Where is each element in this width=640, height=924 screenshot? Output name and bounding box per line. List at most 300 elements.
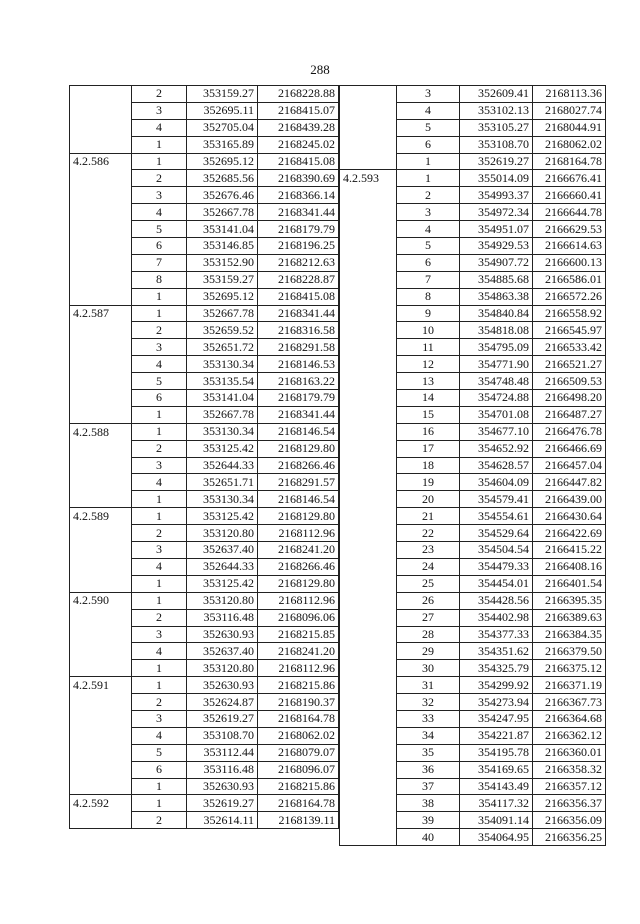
table-row [340,727,606,744]
parcel-id-cell [70,390,132,407]
parcel-id-cell: 4.2.592 [70,795,132,812]
point-number-cell: 1 [397,170,460,187]
point-number-cell: 1 [132,491,187,508]
x-coordinate-cell: 352630.93 [187,626,258,643]
page-number: 288 [310,62,330,77]
point-number-cell: 39 [397,812,460,829]
parcel-id-cell [70,727,132,744]
y-coordinate-cell: 2168096.06 [258,609,339,626]
y-coordinate-cell: 2168062.02 [258,727,339,744]
point-number-cell: 3 [132,187,187,204]
y-coordinate-cell: 2166356.37 [533,795,606,812]
y-coordinate-cell: 2168241.20 [258,643,339,660]
y-coordinate-cell: 2168129.80 [258,508,339,525]
coordinates-table-left [69,85,339,829]
table-row [340,423,606,440]
y-coordinate-cell: 2168341.44 [258,204,339,221]
point-number-cell: 1 [132,305,187,322]
parcel-id-cell [340,744,397,761]
x-coordinate-cell: 352644.33 [187,457,258,474]
parcel-id-cell [340,204,397,221]
table-row [340,119,606,136]
y-coordinate-cell: 2166545.97 [533,322,606,339]
y-coordinate-cell: 2168439.28 [258,119,339,136]
parcel-id-cell [70,778,132,795]
parcel-id-cell [340,406,397,423]
table-row [70,643,339,660]
parcel-id-cell: 4.2.591 [70,677,132,694]
x-coordinate-cell: 354840.84 [460,305,533,322]
y-coordinate-cell: 2166389.63 [533,609,606,626]
y-coordinate-cell: 2166357.12 [533,778,606,795]
parcel-id-cell [70,525,132,542]
point-number-cell: 3 [132,339,187,356]
y-coordinate-cell: 2166379.50 [533,643,606,660]
y-coordinate-cell: 2168215.86 [258,677,339,694]
y-coordinate-cell: 2168112.96 [258,592,339,609]
table-row [340,677,606,694]
table-row [70,288,339,305]
y-coordinate-cell: 2166367.73 [533,694,606,711]
y-coordinate-cell: 2166415.22 [533,542,606,559]
parcel-id-cell [340,271,397,288]
x-coordinate-cell: 353165.89 [187,136,258,153]
point-number-cell: 29 [397,643,460,660]
x-coordinate-cell: 352609.41 [460,86,533,103]
y-coordinate-cell: 2168190.37 [258,694,339,711]
point-number-cell: 18 [397,457,460,474]
y-coordinate-cell: 2168079.07 [258,744,339,761]
parcel-id-cell [340,390,397,407]
table-row [340,609,606,626]
y-coordinate-cell: 2168113.36 [533,86,606,103]
table-row [70,86,339,103]
x-coordinate-cell: 353130.34 [187,491,258,508]
table-row [70,474,339,491]
table-row [340,339,606,356]
x-coordinate-cell: 352695.11 [187,102,258,119]
point-number-cell: 5 [132,221,187,238]
x-coordinate-cell: 353116.48 [187,761,258,778]
y-coordinate-cell: 2168341.44 [258,406,339,423]
point-number-cell: 7 [397,271,460,288]
x-coordinate-cell: 354377.33 [460,626,533,643]
point-number-cell: 3 [132,626,187,643]
y-coordinate-cell: 2168027.74 [533,102,606,119]
table-row [70,778,339,795]
parcel-id-cell [340,238,397,255]
point-number-cell: 31 [397,677,460,694]
point-number-cell: 33 [397,710,460,727]
x-coordinate-cell: 352637.40 [187,643,258,660]
point-number-cell: 19 [397,474,460,491]
parcel-id-cell [70,238,132,255]
parcel-id-cell [70,812,132,829]
x-coordinate-cell: 352644.33 [187,558,258,575]
parcel-id-cell [70,322,132,339]
point-number-cell: 1 [132,795,187,812]
point-number-cell: 2 [132,170,187,187]
point-number-cell: 11 [397,339,460,356]
parcel-id-cell: 4.2.588 [70,423,132,440]
point-number-cell: 1 [132,508,187,525]
point-number-cell: 8 [132,271,187,288]
point-number-cell: 4 [397,221,460,238]
x-coordinate-cell: 354652.92 [460,440,533,457]
table-row [340,390,606,407]
parcel-id-cell [70,373,132,390]
table-row [340,204,606,221]
table-row [340,592,606,609]
y-coordinate-cell: 2168228.87 [258,271,339,288]
parcel-id-cell [340,710,397,727]
x-coordinate-cell: 352667.78 [187,406,258,423]
y-coordinate-cell: 2166586.01 [533,271,606,288]
parcel-id-cell [70,440,132,457]
parcel-id-cell [340,339,397,356]
point-number-cell: 1 [132,423,187,440]
x-coordinate-cell: 354579.41 [460,491,533,508]
x-coordinate-cell: 354247.95 [460,710,533,727]
parcel-id-cell [340,119,397,136]
point-number-cell: 6 [397,136,460,153]
parcel-id-cell [340,474,397,491]
parcel-id-cell [340,542,397,559]
parcel-id-cell [70,710,132,727]
table-row [70,423,339,440]
x-coordinate-cell: 352624.87 [187,694,258,711]
table-row [70,406,339,423]
y-coordinate-cell: 2168146.53 [258,356,339,373]
x-coordinate-cell: 354091.14 [460,812,533,829]
table-row [340,575,606,592]
point-number-cell: 36 [397,761,460,778]
parcel-id-cell [70,288,132,305]
parcel-id-cell [70,474,132,491]
table-row [70,322,339,339]
y-coordinate-cell: 2168062.02 [533,136,606,153]
parcel-id-cell [70,204,132,221]
point-number-cell: 3 [397,204,460,221]
y-coordinate-cell: 2168164.78 [533,153,606,170]
point-number-cell: 4 [132,356,187,373]
table-row [340,373,606,390]
x-coordinate-cell: 354299.92 [460,677,533,694]
parcel-id-cell [340,457,397,474]
point-number-cell: 4 [132,474,187,491]
parcel-id-cell [340,778,397,795]
y-coordinate-cell: 2166457.04 [533,457,606,474]
y-coordinate-cell: 2166498.20 [533,390,606,407]
parcel-id-cell [340,660,397,677]
parcel-id-cell [340,694,397,711]
y-coordinate-cell: 2166364.68 [533,710,606,727]
parcel-id-cell [340,491,397,508]
table-row [70,356,339,373]
table-row [70,440,339,457]
x-coordinate-cell: 352659.52 [187,322,258,339]
point-number-cell: 5 [397,119,460,136]
parcel-id-cell [340,356,397,373]
table-row [340,525,606,542]
table-row [70,660,339,677]
point-number-cell: 4 [132,204,187,221]
parcel-id-cell: 4.2.590 [70,592,132,609]
point-number-cell: 20 [397,491,460,508]
parcel-id-cell [70,626,132,643]
parcel-id-cell [70,643,132,660]
parcel-id-cell [340,86,397,103]
y-coordinate-cell: 2166487.27 [533,406,606,423]
y-coordinate-cell: 2166447.82 [533,474,606,491]
table-row [340,440,606,457]
y-coordinate-cell: 2166395.35 [533,592,606,609]
x-coordinate-cell: 352630.93 [187,677,258,694]
y-coordinate-cell: 2168139.11 [258,812,339,829]
y-coordinate-cell: 2168390.69 [258,170,339,187]
table-row [340,457,606,474]
point-number-cell: 32 [397,694,460,711]
parcel-id-cell [70,356,132,373]
x-coordinate-cell: 353141.04 [187,390,258,407]
table-row [340,322,606,339]
y-coordinate-cell: 2168341.44 [258,305,339,322]
parcel-id-cell [340,254,397,271]
table-row [340,102,606,119]
y-coordinate-cell: 2168196.25 [258,238,339,255]
point-number-cell: 6 [132,390,187,407]
parcel-id-cell [340,136,397,153]
parcel-id-cell [340,558,397,575]
parcel-id-cell: 4.2.589 [70,508,132,525]
y-coordinate-cell: 2168415.07 [258,102,339,119]
x-coordinate-cell: 353159.27 [187,271,258,288]
x-coordinate-cell: 353141.04 [187,221,258,238]
y-coordinate-cell: 2166375.12 [533,660,606,677]
table-row [340,170,606,187]
point-number-cell: 3 [132,457,187,474]
point-number-cell: 38 [397,795,460,812]
parcel-id-cell [340,525,397,542]
table-row [70,238,339,255]
point-number-cell: 4 [132,558,187,575]
y-coordinate-cell: 2166356.09 [533,812,606,829]
parcel-id-cell [340,643,397,660]
x-coordinate-cell: 354454.01 [460,575,533,592]
x-coordinate-cell: 352676.46 [187,187,258,204]
table-row [340,153,606,170]
table-row [70,170,339,187]
x-coordinate-cell: 354628.57 [460,457,533,474]
parcel-id-cell: 4.2.586 [70,153,132,170]
point-number-cell: 22 [397,525,460,542]
parcel-id-cell [340,423,397,440]
point-number-cell: 1 [397,153,460,170]
y-coordinate-cell: 2168129.80 [258,575,339,592]
x-coordinate-cell: 354701.08 [460,406,533,423]
y-coordinate-cell: 2168044.91 [533,119,606,136]
table-row [340,660,606,677]
y-coordinate-cell: 2168245.02 [258,136,339,153]
point-number-cell: 1 [132,288,187,305]
parcel-id-cell [70,119,132,136]
y-coordinate-cell: 2168096.07 [258,761,339,778]
parcel-id-cell [340,102,397,119]
x-coordinate-cell: 352614.11 [187,812,258,829]
parcel-id-cell [340,153,397,170]
parcel-id-cell [340,508,397,525]
table-row [70,204,339,221]
x-coordinate-cell: 352705.04 [187,119,258,136]
parcel-id-cell [70,457,132,474]
y-coordinate-cell: 2168179.79 [258,221,339,238]
parcel-id-cell [70,744,132,761]
point-number-cell: 2 [132,525,187,542]
point-number-cell: 2 [397,187,460,204]
x-coordinate-cell: 353152.90 [187,254,258,271]
y-coordinate-cell: 2166466.69 [533,440,606,457]
table-row [340,694,606,711]
x-coordinate-cell: 353120.80 [187,592,258,609]
point-number-cell: 12 [397,356,460,373]
y-coordinate-cell: 2166600.13 [533,254,606,271]
point-number-cell: 6 [132,238,187,255]
table-row [70,795,339,812]
table-row [340,474,606,491]
x-coordinate-cell: 353125.42 [187,508,258,525]
x-coordinate-cell: 352651.71 [187,474,258,491]
x-coordinate-cell: 354795.09 [460,339,533,356]
parcel-id-cell [70,694,132,711]
x-coordinate-cell: 353105.27 [460,119,533,136]
table-row [340,761,606,778]
y-coordinate-cell: 2166384.35 [533,626,606,643]
y-coordinate-cell: 2166629.53 [533,221,606,238]
y-coordinate-cell: 2168316.58 [258,322,339,339]
y-coordinate-cell: 2166476.78 [533,423,606,440]
point-number-cell: 1 [132,153,187,170]
y-coordinate-cell: 2166408.16 [533,558,606,575]
parcel-id-cell [70,609,132,626]
point-number-cell: 21 [397,508,460,525]
x-coordinate-cell: 354724.88 [460,390,533,407]
table-row [340,254,606,271]
y-coordinate-cell: 2166521.27 [533,356,606,373]
table-row [340,136,606,153]
parcel-id-cell [70,136,132,153]
x-coordinate-cell: 354504.54 [460,542,533,559]
x-coordinate-cell: 353135.54 [187,373,258,390]
table-row [340,238,606,255]
table-row [70,390,339,407]
x-coordinate-cell: 355014.09 [460,170,533,187]
x-coordinate-cell: 354554.61 [460,508,533,525]
x-coordinate-cell: 354169.65 [460,761,533,778]
point-number-cell: 1 [132,575,187,592]
x-coordinate-cell: 354972.34 [460,204,533,221]
point-number-cell: 5 [132,744,187,761]
parcel-id-cell [340,812,397,829]
x-coordinate-cell: 354818.08 [460,322,533,339]
x-coordinate-cell: 354273.94 [460,694,533,711]
table-row [340,542,606,559]
point-number-cell: 6 [132,761,187,778]
x-coordinate-cell: 354195.78 [460,744,533,761]
y-coordinate-cell: 2168215.85 [258,626,339,643]
y-coordinate-cell: 2168241.20 [258,542,339,559]
y-coordinate-cell: 2166356.25 [533,829,606,846]
x-coordinate-cell: 353120.80 [187,525,258,542]
point-number-cell: 10 [397,322,460,339]
point-number-cell: 1 [132,136,187,153]
point-number-cell: 4 [397,102,460,119]
coordinates-table-right [339,85,606,846]
x-coordinate-cell: 352667.78 [187,204,258,221]
y-coordinate-cell: 2168228.88 [258,86,339,103]
x-coordinate-cell: 352619.27 [187,795,258,812]
point-number-cell: 1 [132,677,187,694]
table-row [70,558,339,575]
x-coordinate-cell: 354951.07 [460,221,533,238]
x-coordinate-cell: 352619.27 [460,153,533,170]
table-row [340,744,606,761]
point-number-cell: 27 [397,609,460,626]
table-row [70,136,339,153]
x-coordinate-cell: 354604.09 [460,474,533,491]
y-coordinate-cell: 2166362.12 [533,727,606,744]
table-row [340,305,606,322]
table-row [340,491,606,508]
x-coordinate-cell: 353130.34 [187,423,258,440]
y-coordinate-cell: 2166430.64 [533,508,606,525]
table-row [70,339,339,356]
point-number-cell: 2 [132,609,187,626]
x-coordinate-cell: 353120.80 [187,660,258,677]
x-coordinate-cell: 354479.33 [460,558,533,575]
point-number-cell: 2 [132,322,187,339]
parcel-id-cell [70,86,132,103]
x-coordinate-cell: 354771.90 [460,356,533,373]
x-coordinate-cell: 353112.44 [187,744,258,761]
x-coordinate-cell: 354677.10 [460,423,533,440]
point-number-cell: 2 [132,86,187,103]
y-coordinate-cell: 2168112.96 [258,660,339,677]
parcel-id-cell [70,221,132,238]
table-row [70,187,339,204]
x-coordinate-cell: 353159.27 [187,86,258,103]
x-coordinate-cell: 353116.48 [187,609,258,626]
x-coordinate-cell: 353108.70 [187,727,258,744]
parcel-id-cell [340,575,397,592]
y-coordinate-cell: 2168164.78 [258,795,339,812]
parcel-id-cell [340,609,397,626]
table-row [340,221,606,238]
x-coordinate-cell: 354325.79 [460,660,533,677]
y-coordinate-cell: 2166422.69 [533,525,606,542]
parcel-id-cell [70,254,132,271]
point-number-cell: 1 [132,406,187,423]
point-number-cell: 26 [397,592,460,609]
point-number-cell: 2 [132,440,187,457]
point-number-cell: 40 [397,829,460,846]
x-coordinate-cell: 354907.72 [460,254,533,271]
y-coordinate-cell: 2168366.14 [258,187,339,204]
point-number-cell: 30 [397,660,460,677]
x-coordinate-cell: 352619.27 [187,710,258,727]
parcel-id-cell [340,727,397,744]
point-number-cell: 14 [397,390,460,407]
point-number-cell: 5 [397,238,460,255]
